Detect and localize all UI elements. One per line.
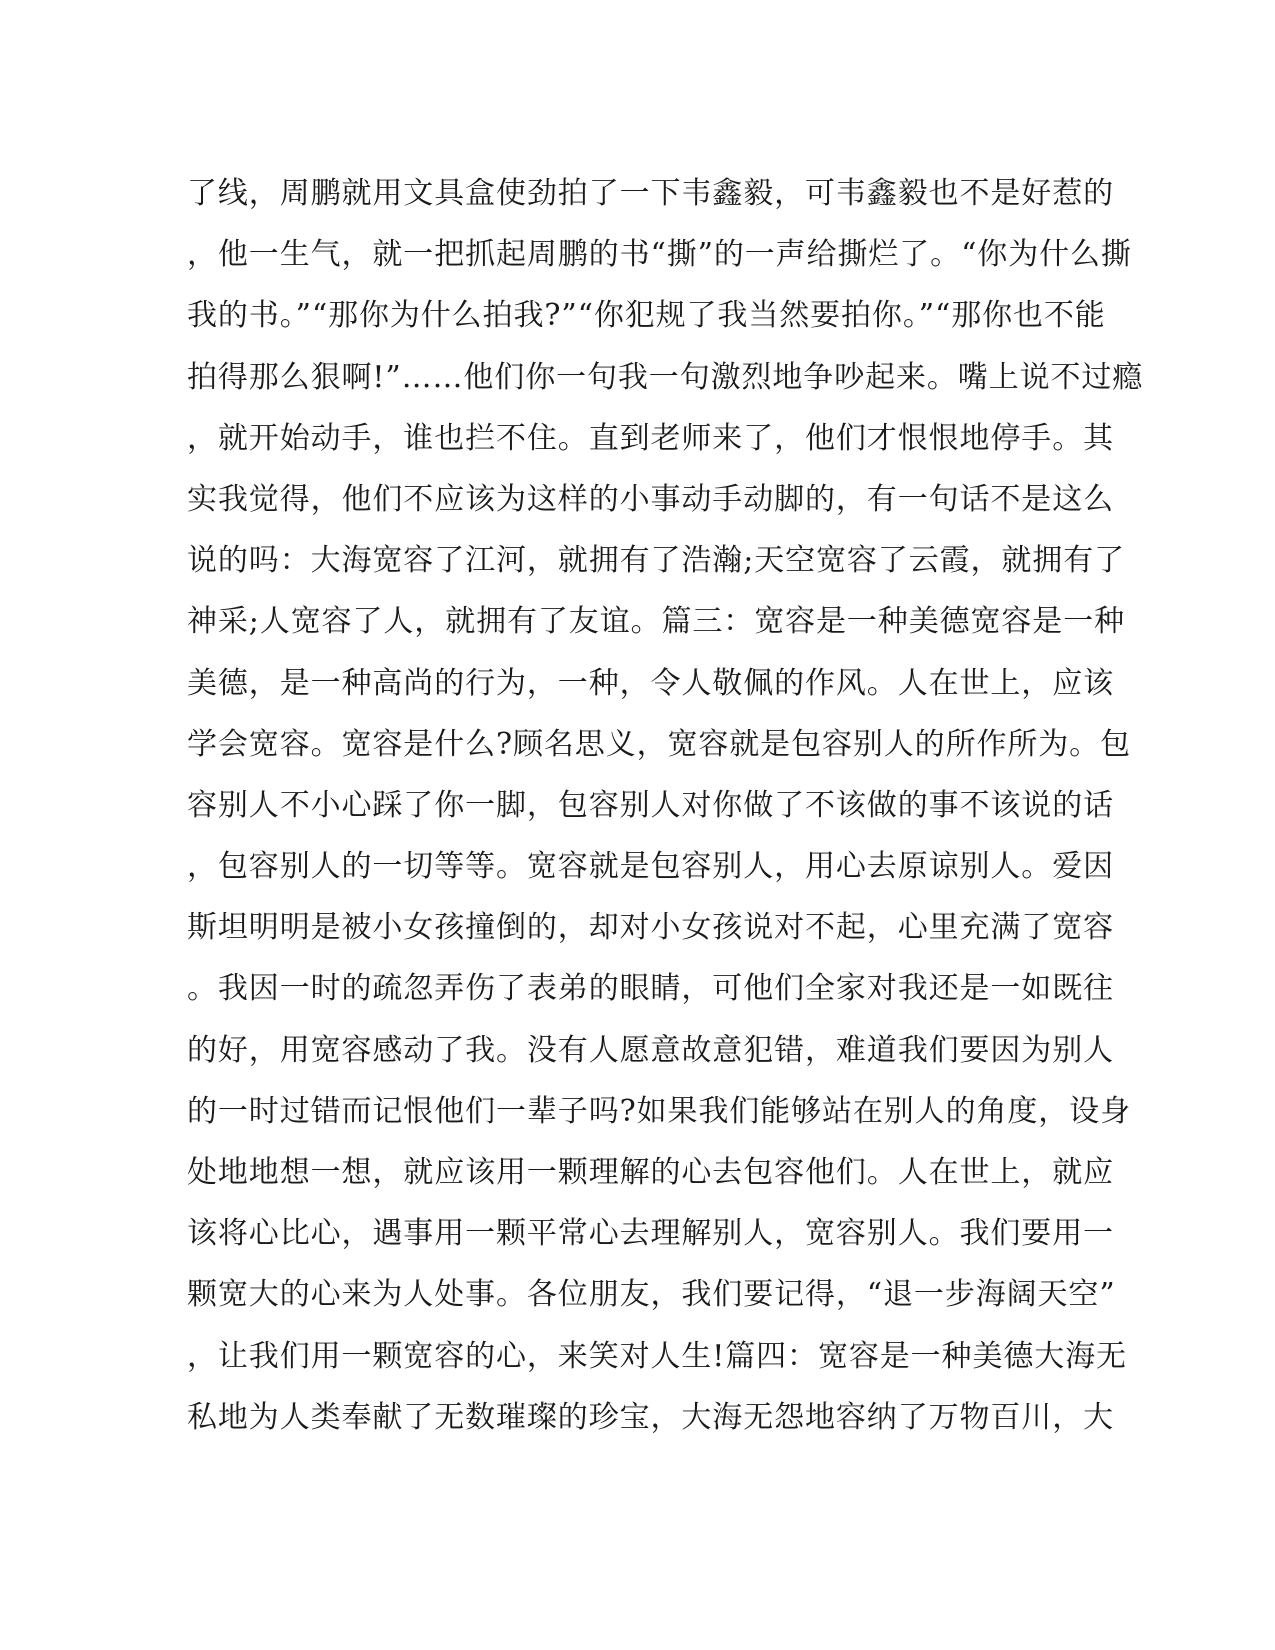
text-line: ，就开始动手，谁也拦不住。直到老师来了，他们才恨恨地停手。其 (187, 420, 1114, 456)
text-line: 该将心比心，遇事用一颗平常心去理解别人，宽容别人。我们要用一 (187, 1216, 1114, 1252)
text-line: 我的书。”“那你为什么拍我?”“你犯规了我当然要拍你。”“那你也不能 (187, 298, 1106, 334)
text-line: 的一时过错而记恨他们一辈子吗?如果我们能够站在别人的角度，设身 (187, 1093, 1131, 1129)
text-line: 处地地想一想，就应该用一颗理解的心去包容他们。人在世上，就应 (187, 1155, 1114, 1190)
text-line: 美德，是一种高尚的行为，一种，令人敬佩的作风。人在世上，应该 (187, 665, 1114, 701)
text-line: 实我觉得，他们不应该为这样的小事动手动脚的，有一句话不是这么 (187, 481, 1114, 517)
text-line: 私地为人类奉献了无数璀璨的珍宝，大海无怨地容纳了万物百川，大 (187, 1399, 1114, 1435)
text-line: 了线，周鹏就用文具盒使劲拍了一下韦鑫毅，可韦鑫毅也不是好惹的 (187, 176, 1114, 211)
text-line: 颗宽大的心来为人处事。各位朋友，我们要记得，“退一步海阔天空” (187, 1277, 1116, 1313)
text-line: 的好，用宽容感动了我。没有人愿意故意犯错，难道我们要因为别人 (187, 1032, 1114, 1068)
text-line: 学会宽容。宽容是什么?顾名思义，宽容就是包容别人的所作所为。包 (187, 726, 1131, 762)
text-line: ，包容别人的一切等等。宽容就是包容别人，用心去原谅别人。爱因 (187, 849, 1114, 885)
body-text (187, 163, 1144, 1448)
text-line: 拍得那么狠啊!”……他们你一句我一句激烈地争吵起来。嘴上说不过瘾 (187, 359, 1144, 395)
text-line: 。我因一时的疏忽弄伤了表弟的眼睛，可他们全家对我还是一如既往 (187, 971, 1114, 1007)
text-line: 斯坦明明是被小女孩撞倒的，却对小女孩说对不起，心里充满了宽容 (187, 910, 1114, 946)
text-line: ，让我们用一颗宽容的心，来笑对人生!篇四：宽容是一种美德大海无 (187, 1338, 1127, 1374)
text-line: 神采;人宽容了人，就拥有了友谊。篇三：宽容是一种美德宽容是一种 (187, 604, 1126, 640)
text-line: 说的吗：大海宽容了江河，就拥有了浩瀚;天空宽容了云霞，就拥有了 (187, 543, 1126, 579)
text-line: ，他一生气，就一把抓起周鹏的书“撕”的一声给撕烂了。“你为什么撕 (187, 237, 1132, 273)
text-line: 容别人不小心踩了你一脚，包容别人对你做了不该做的事不该说的话 (187, 787, 1114, 823)
